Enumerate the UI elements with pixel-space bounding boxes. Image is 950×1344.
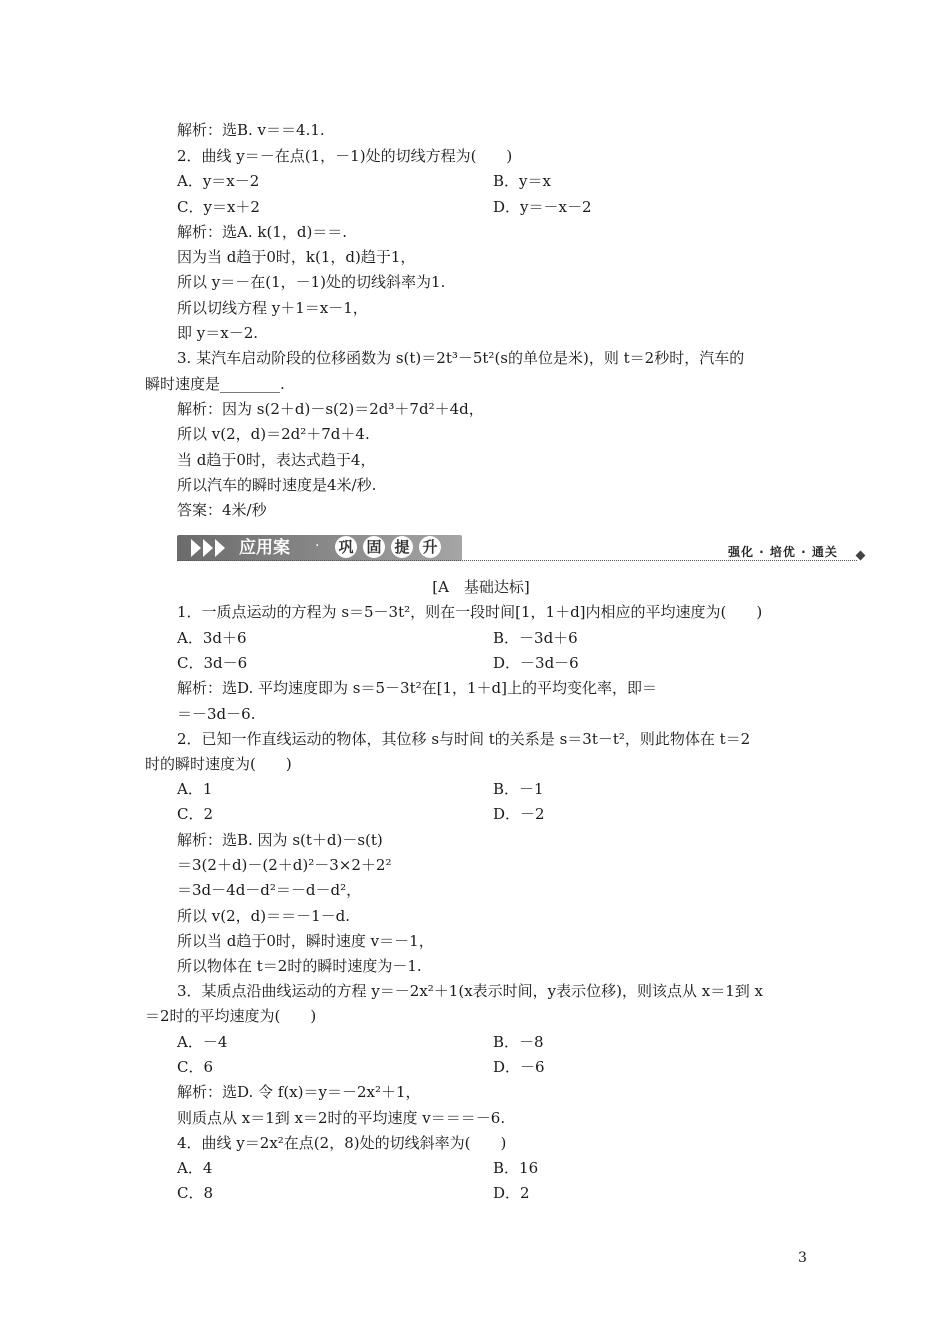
chevron-icon: [203, 539, 213, 557]
option-left: A．4: [177, 1159, 213, 1177]
line-text: 所以汽车的瞬时速度是4米/秒.: [177, 476, 377, 494]
line-text: 解析：选D. 令 f(x)＝y＝－2x²＋1，: [177, 1083, 421, 1101]
line-text: 2．已知一作直线运动的物体，其位移 s与时间 t的关系是 s＝3t－t²，则此物体在 t＝2: [177, 730, 751, 748]
line-text: 解析：选A. k(1，d)＝＝.: [177, 223, 348, 241]
banner-bar: [177, 535, 462, 561]
option-right: D．2: [493, 1184, 530, 1202]
option-right: B．－3d＋6: [493, 629, 578, 647]
option-right: B．16: [493, 1159, 539, 1177]
banner-title: 应用案: [239, 538, 290, 558]
option-right: B．－1: [493, 780, 544, 798]
line-text: 瞬时速度是________.: [145, 375, 285, 393]
line-text: 当 d趋于0时，表达式趋于4，: [177, 451, 376, 469]
section-banner: [177, 535, 867, 563]
line-text: 所以当 d趋于0时，瞬时速度 v＝－1，: [177, 932, 434, 950]
option-left: C．3d－6: [177, 654, 248, 672]
banner-char: 升: [419, 536, 441, 558]
line-text: 解析：因为 s(2＋d)－s(2)＝2d³＋7d²＋4d，: [177, 400, 484, 418]
option-right: D．－2: [493, 805, 545, 823]
line-text: 所以切线方程 y＋1＝x－1，: [177, 299, 368, 317]
diamond-icon: [856, 551, 866, 561]
line-text: [A 基础达标]: [432, 578, 530, 596]
line-text: 所以物体在 t＝2时的瞬时速度为－1.: [177, 957, 422, 975]
line-text: 2．曲线 y＝－在点(1，－1)处的切线方程为( ): [177, 147, 513, 165]
option-left: C．6: [177, 1058, 214, 1076]
option-left: A．－4: [177, 1033, 228, 1051]
line-text: ＝－3d－6.: [177, 705, 256, 723]
line-text: 所以 v(2，d)＝＝－1－d.: [177, 907, 351, 925]
option-left: A．1: [177, 780, 213, 798]
line-text: ＝3d－4d－d²＝－d－d²，: [177, 881, 362, 899]
option-right: D．－6: [493, 1058, 545, 1076]
option-left: A．y＝x－2: [177, 172, 260, 190]
chevron-icon: [191, 539, 201, 557]
banner-char: 巩: [335, 536, 357, 558]
option-right: D．y＝－x－2: [493, 198, 592, 216]
option-right: B．y＝x: [493, 172, 551, 190]
line-text: 所以 y＝－在(1，－1)处的切线斜率为1.: [177, 273, 446, 291]
option-left: A．3d＋6: [177, 629, 247, 647]
option-right: D．－3d－6: [493, 654, 579, 672]
line-text: 3. 某汽车启动阶段的位移函数为 s(t)＝2t³－5t²(s的单位是米)，则 t＝2秒时，汽车的: [177, 349, 745, 367]
line-text: 即 y＝x－2.: [177, 324, 259, 342]
option-right: B．－8: [493, 1033, 544, 1051]
line-text: 时的瞬时速度为( ): [145, 755, 292, 773]
banner-char: 固: [363, 536, 385, 558]
line-text: 因为当 d趋于0时，k(1，d)趋于1，: [177, 248, 416, 266]
banner-dot: ·: [315, 538, 320, 554]
line-text: 则质点从 x＝1到 x＝2时的平均速度 v＝＝＝－6.: [177, 1109, 506, 1127]
line-text: 所以 v(2，d)＝2d²＋7d＋4.: [177, 425, 370, 443]
line-text: 1．一质点运动的方程为 s＝5－3t²，则在一段时间[1，1＋d]内相应的平均速度为( ): [177, 603, 763, 621]
line-text: 4．曲线 y＝2x²在点(2，8)处的切线斜率为( ): [177, 1134, 507, 1152]
banner-divider: [177, 560, 857, 561]
line-text: 答案：4米/秒: [177, 501, 267, 519]
option-left: C．8: [177, 1184, 214, 1202]
line-text: 解析：选B. 因为 s(t＋d)－s(t): [177, 831, 383, 849]
line-text: 3．某质点沿曲线运动的方程 y＝－2x²＋1(x表示时间，y表示位移)，则该点从 x＝1到 x: [177, 982, 763, 1000]
line-text: ＝3(2＋d)－(2＋d)²－3×2＋2²: [177, 856, 392, 874]
option-left: C．y＝x＋2: [177, 198, 260, 216]
page-number: 3: [798, 1250, 807, 1266]
banner-char: 提: [391, 536, 413, 558]
line-text: 解析：选B. v＝＝4.1.: [177, 121, 325, 139]
line-text: ＝2时的平均速度为( ): [145, 1007, 317, 1025]
banner-subtitle: 强化 · 培优 · 通关: [728, 545, 838, 559]
chevron-icon: [215, 539, 225, 557]
line-text: 解析：选D. 平均速度即为 s＝5－3t²在[1，1＋d]上的平均变化率，即＝: [177, 679, 658, 697]
option-left: C．2: [177, 805, 214, 823]
